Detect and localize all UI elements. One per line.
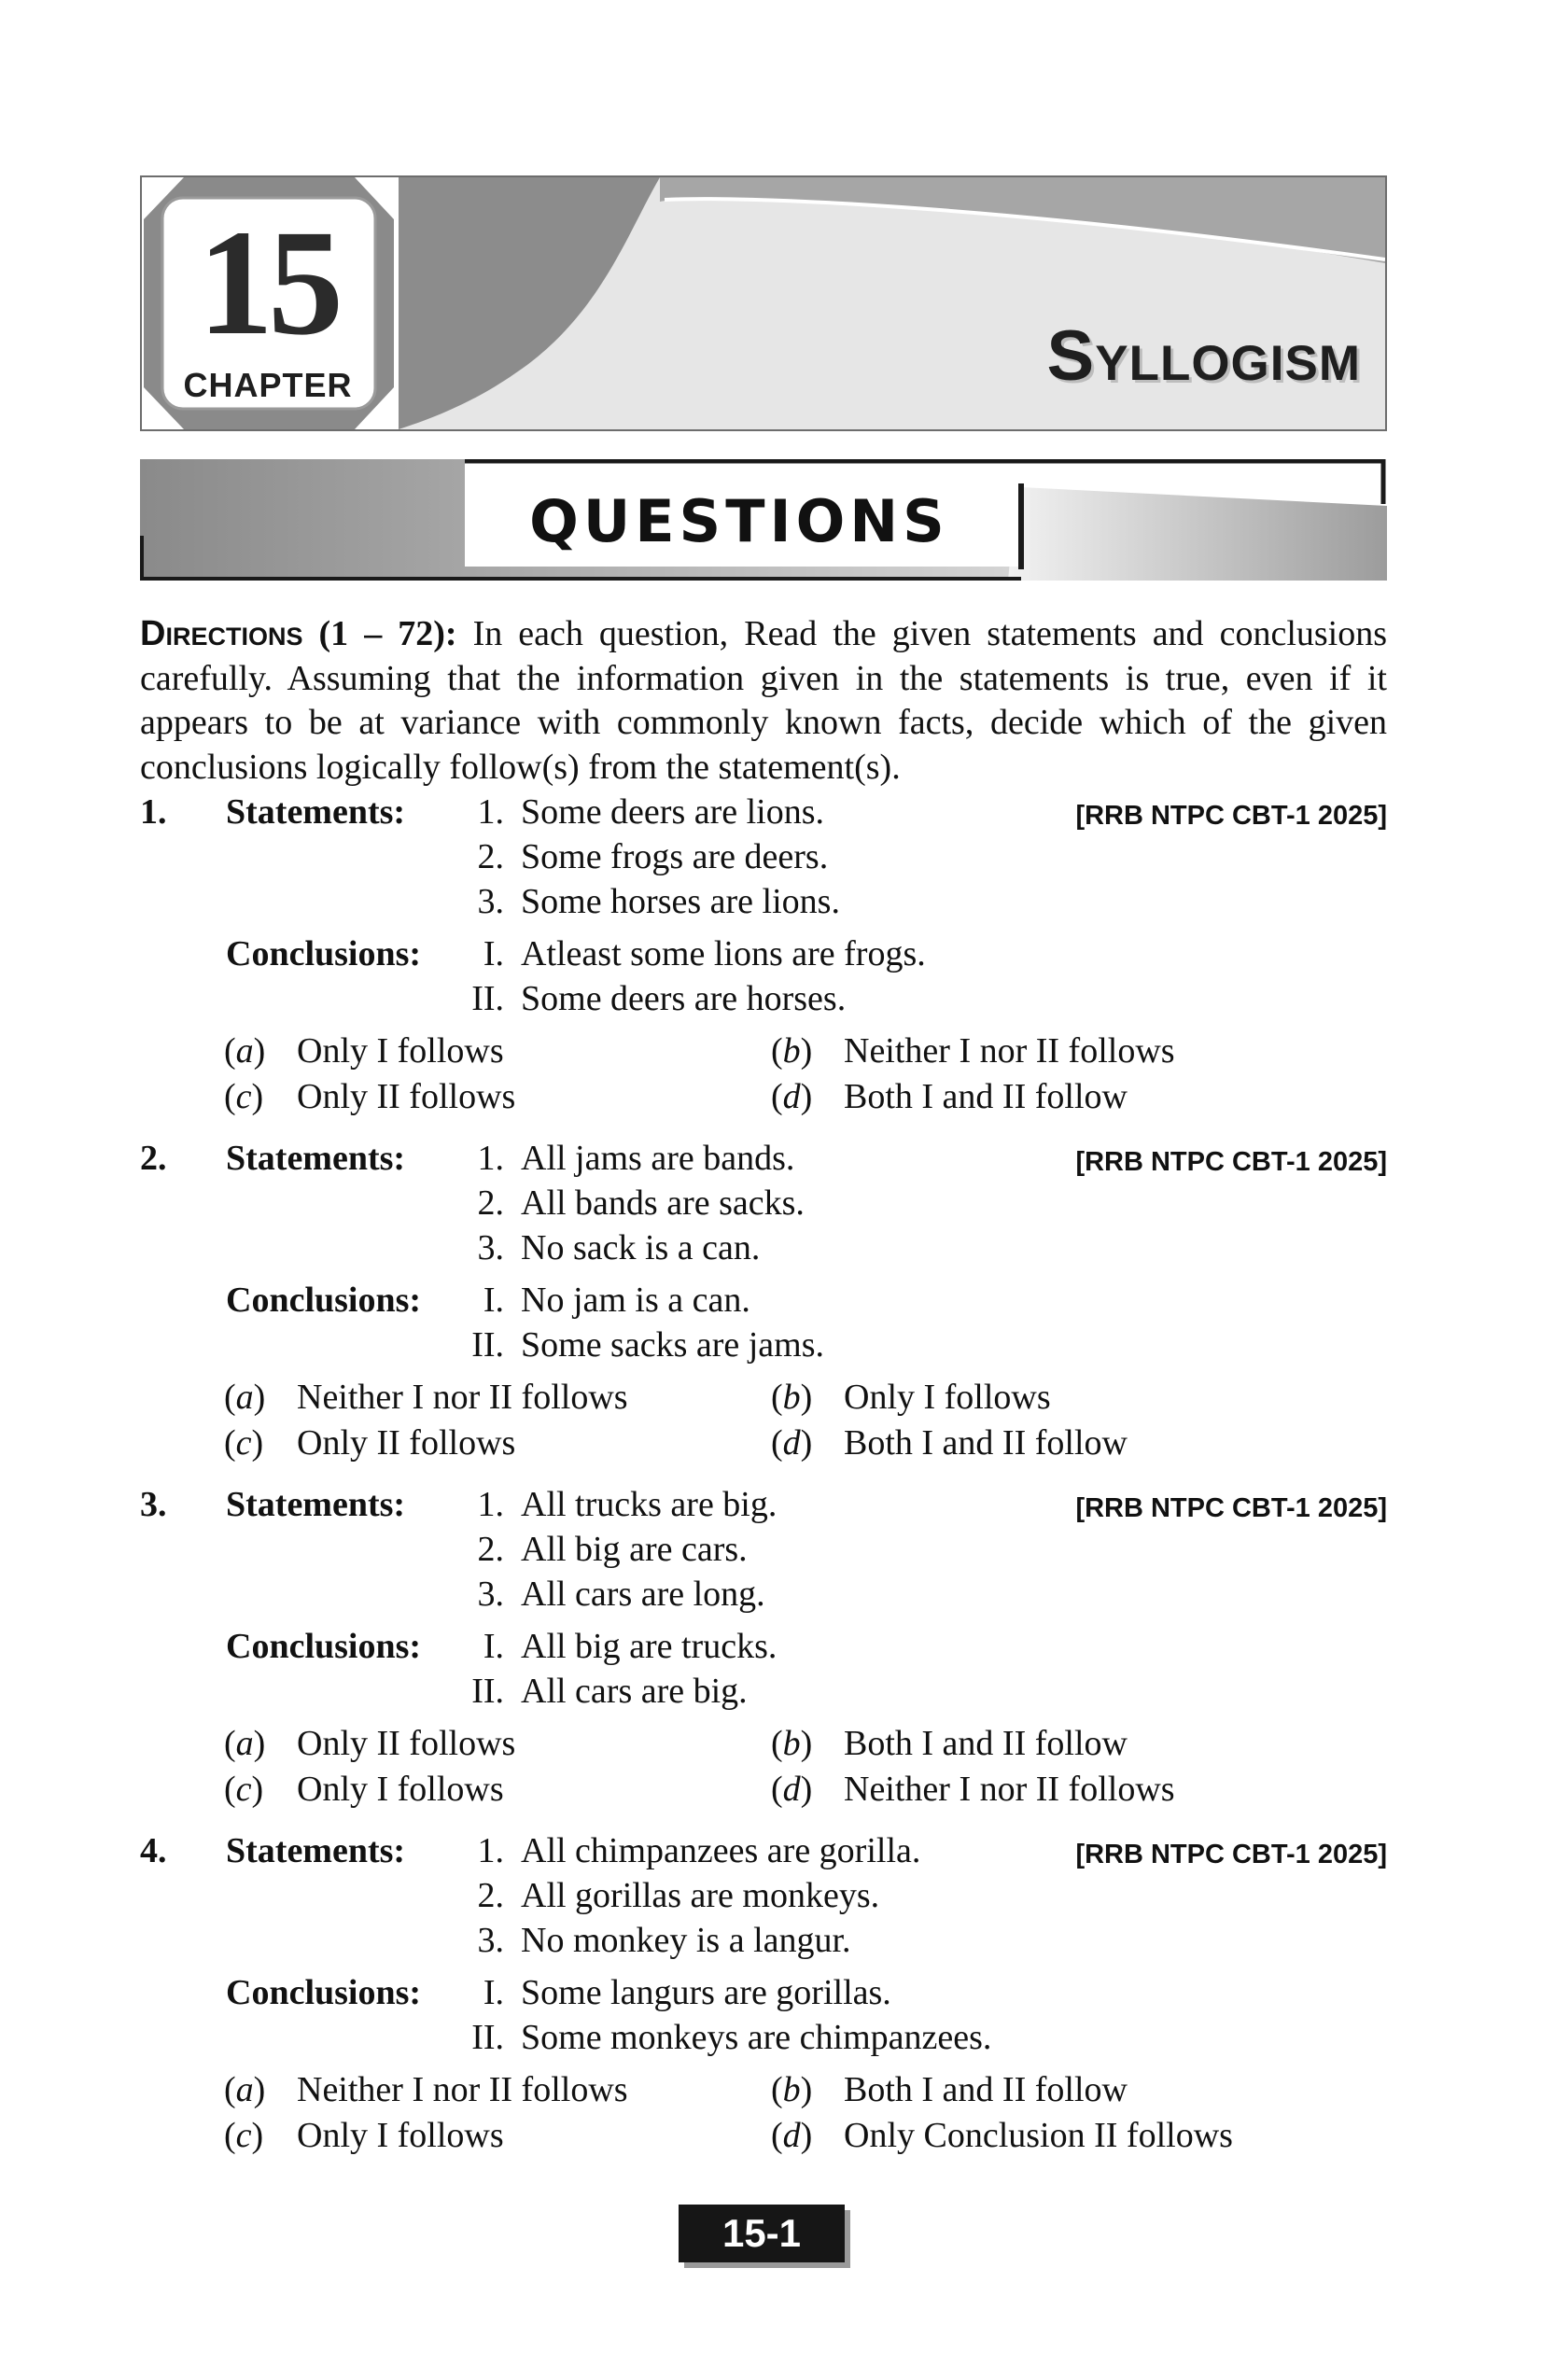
statement-index: 1.: [477, 1831, 504, 1870]
statement-text: All bands are sacks.: [521, 1183, 805, 1223]
option-letter: (d): [771, 1770, 813, 1809]
conclusion-text: Some deers are horses.: [521, 979, 847, 1018]
option-letter: (b): [771, 1378, 813, 1417]
option-text: Both I and II follow: [844, 2070, 1128, 2109]
option-letter: (c): [224, 1423, 264, 1463]
option-text: Both I and II follow: [844, 1077, 1128, 1116]
option-text: Both I and II follow: [844, 1724, 1128, 1763]
conclusion-index: II.: [471, 2018, 504, 2057]
statement-index: 3.: [477, 1921, 504, 1960]
directions-range: (1 – 72):: [318, 614, 457, 653]
option-letter: (b): [771, 2070, 813, 2109]
option-c[interactable]: [224, 1767, 504, 1812]
option-text: Neither I nor II follows: [297, 2070, 628, 2109]
conclusion-index: II.: [471, 1325, 504, 1365]
statement-index: 2.: [477, 1876, 504, 1915]
option-text: Only I follows: [297, 1770, 504, 1809]
statement-index: 2.: [477, 1530, 504, 1569]
option-c[interactable]: [224, 1421, 515, 1465]
option-d[interactable]: [771, 1767, 1175, 1812]
conclusion-index: I.: [483, 1281, 504, 1320]
exam-source-tag: [RRB NTPC CBT-1 2025]: [1075, 801, 1387, 831]
option-c[interactable]: [224, 2113, 504, 2158]
option-text: Only II follows: [297, 1724, 516, 1763]
statement-index: 2.: [477, 837, 504, 876]
statement-text: All gorillas are monkeys.: [521, 1876, 880, 1915]
conclusion-index: II.: [471, 979, 504, 1018]
option-text: Only I follows: [297, 2116, 504, 2155]
question-number: 1.: [140, 792, 167, 832]
option-letter: (a): [224, 1724, 266, 1763]
statement-index: 3.: [477, 1575, 504, 1614]
chapter-title: Syllogism: [1046, 316, 1361, 396]
option-letter: (c): [224, 1077, 264, 1116]
statement-text: All chimpanzees are gorilla.: [521, 1831, 921, 1870]
option-b[interactable]: [771, 1029, 1175, 1073]
option-text: Only I follows: [844, 1378, 1051, 1417]
option-b[interactable]: [771, 2067, 1128, 2112]
conclusions-label: Conclusions:: [226, 934, 422, 973]
conclusion-text: No jam is a can.: [521, 1281, 750, 1320]
statement-index: 3.: [477, 1228, 504, 1267]
option-letter: (b): [771, 1031, 813, 1071]
option-letter: (d): [771, 1077, 813, 1116]
option-a[interactable]: [224, 1721, 515, 1766]
option-d[interactable]: [771, 1421, 1128, 1465]
directions-paragraph: [140, 612, 1387, 790]
option-letter: (a): [224, 1031, 266, 1071]
statement-index: 2.: [477, 1183, 504, 1223]
statement-text: All jams are bands.: [521, 1139, 795, 1178]
option-letter: (b): [771, 1724, 813, 1763]
conclusion-index: II.: [471, 1672, 504, 1711]
chapter-banner: [140, 175, 1387, 431]
option-text: Only Conclusion II follows: [844, 2116, 1233, 2155]
conclusion-index: I.: [483, 1627, 504, 1666]
statement-text: All big are cars.: [521, 1530, 748, 1569]
conclusion-text: All cars are big.: [521, 1672, 748, 1711]
option-a[interactable]: [224, 2067, 628, 2112]
exam-source-tag: [RRB NTPC CBT-1 2025]: [1075, 1147, 1387, 1177]
option-b[interactable]: [771, 1721, 1128, 1766]
exam-source-tag: [RRB NTPC CBT-1 2025]: [1075, 1493, 1387, 1523]
option-text: Only I follows: [297, 1031, 504, 1071]
option-letter: (c): [224, 2116, 264, 2155]
statement-index: 3.: [477, 882, 504, 921]
statements-label: Statements:: [226, 1831, 406, 1870]
statement-text: All cars are long.: [521, 1575, 765, 1614]
statement-text: Some frogs are deers.: [521, 837, 829, 876]
conclusion-index: I.: [483, 934, 504, 973]
option-text: Only II follows: [297, 1077, 516, 1116]
chapter-label: CHAPTER: [183, 366, 353, 404]
option-text: Only II follows: [297, 1423, 516, 1463]
chapter-badge: [157, 192, 379, 414]
conclusion-text: Some langurs are gorillas.: [521, 1973, 891, 2012]
option-text: Neither I nor II follows: [844, 1770, 1175, 1809]
section-header: [140, 459, 1387, 581]
question-number: 4.: [140, 1831, 167, 1870]
option-a[interactable]: [224, 1375, 628, 1420]
option-d[interactable]: [771, 2113, 1233, 2158]
conclusions-label: Conclusions:: [226, 1281, 422, 1320]
statement-index: 1.: [477, 1485, 504, 1524]
conclusion-text: Some sacks are jams.: [521, 1325, 825, 1365]
statement-text: All trucks are big.: [521, 1485, 778, 1524]
conclusions-label: Conclusions:: [226, 1627, 422, 1666]
option-text: Both I and II follow: [844, 1423, 1128, 1463]
question-number: 2.: [140, 1139, 167, 1178]
page-number: 15-1: [679, 2205, 845, 2262]
statement-index: 1.: [477, 1139, 504, 1178]
statement-text: Some horses are lions.: [521, 882, 840, 921]
directions-heading: Directions: [140, 614, 303, 653]
statements-label: Statements:: [226, 1139, 406, 1178]
option-letter: (a): [224, 1378, 266, 1417]
option-letter: (c): [224, 1770, 264, 1809]
conclusions-label: Conclusions:: [226, 1973, 422, 2012]
option-letter: (d): [771, 1423, 813, 1463]
option-b[interactable]: [771, 1375, 1051, 1420]
directions-text: In each question, Read the given statements and conclusions carefully. Assuming that the information given in the statements is true, even if it appears to be at variance with commonly known facts, decide which of the given conclusions logically follow(s) from the statement(s).: [140, 614, 1388, 787]
statements-label: Statements:: [226, 792, 406, 832]
option-a[interactable]: [224, 1029, 504, 1073]
statements-label: Statements:: [226, 1485, 406, 1524]
option-text: Neither I nor II follows: [844, 1031, 1175, 1071]
conclusion-text: All big are trucks.: [521, 1627, 778, 1666]
section-title: QUESTIONS: [529, 487, 949, 555]
statement-text: Some deers are lions.: [521, 792, 825, 832]
statement-text: No sack is a can.: [521, 1228, 761, 1267]
option-letter: (d): [771, 2116, 813, 2155]
conclusion-text: Atleast some lions are frogs.: [521, 934, 926, 973]
chapter-number: 15: [198, 200, 338, 367]
statement-index: 1.: [477, 792, 504, 832]
conclusion-index: I.: [483, 1973, 504, 2012]
option-letter: (a): [224, 2070, 266, 2109]
question-number: 3.: [140, 1485, 167, 1524]
option-c[interactable]: [224, 1074, 515, 1119]
option-text: Neither I nor II follows: [297, 1378, 628, 1417]
option-d[interactable]: [771, 1074, 1128, 1119]
conclusion-text: Some monkeys are chimpanzees.: [521, 2018, 992, 2057]
statement-text: No monkey is a langur.: [521, 1921, 851, 1960]
exam-source-tag: [RRB NTPC CBT-1 2025]: [1075, 1840, 1387, 1869]
